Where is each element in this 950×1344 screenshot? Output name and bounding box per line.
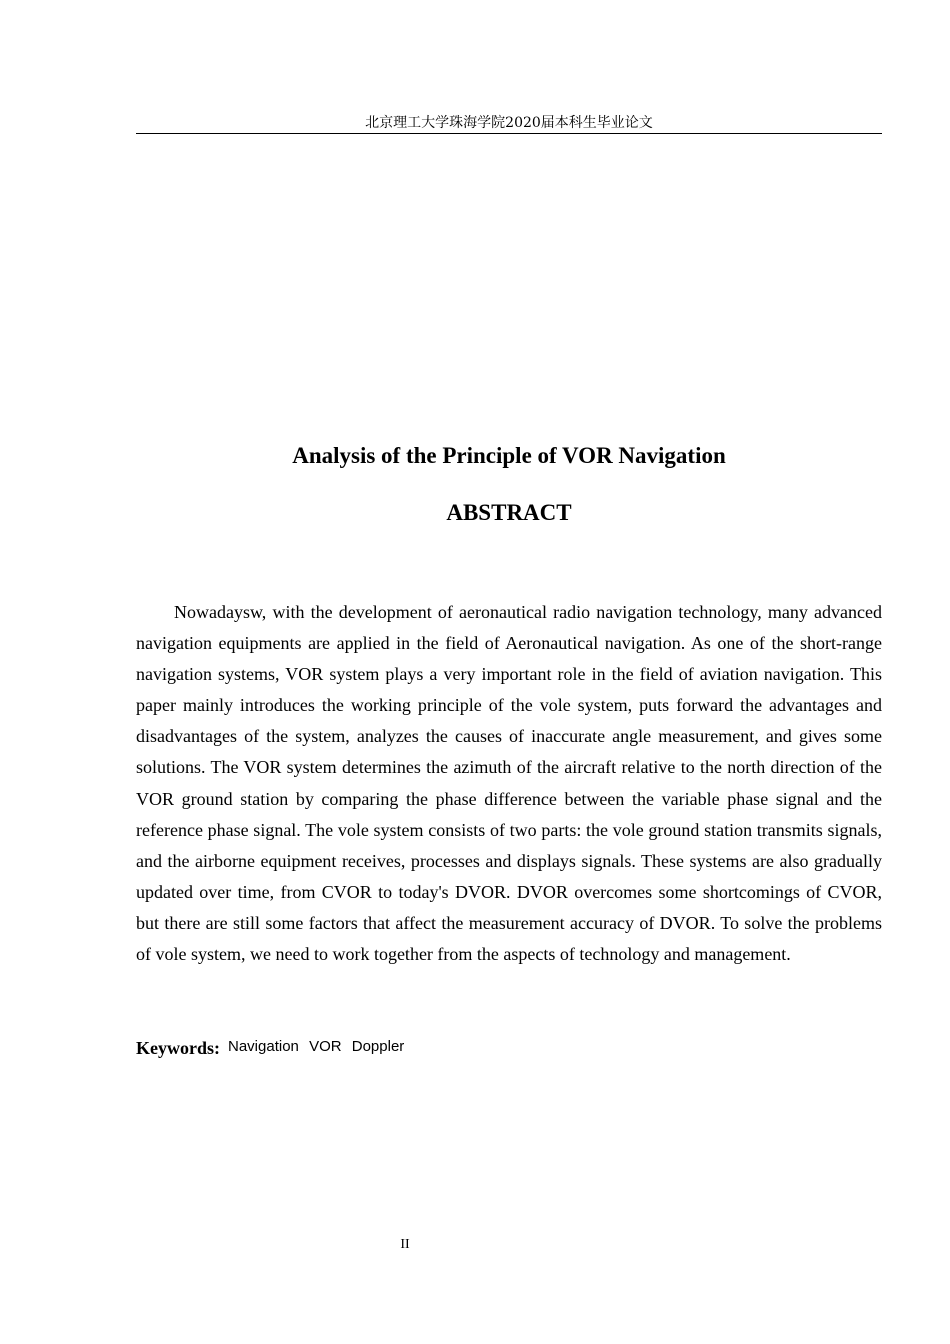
running-header: 北京理工大学珠海学院2020届本科生毕业论文: [365, 115, 653, 131]
abstract-body: Nowadaysw, with the development of aeronautical radio navigation technology, many advanced navigation equipments are applied in the field of Aeronautical navigation. As one of the short-range navigation systems, VOR system plays a very important role in the field of aviation navigation. This paper mainly introduces the working principle of the vole system, puts forward the advantages and disadvantages of the system, analyzes the causes of inaccurate angle measurement, and gives some solutions. The VOR system determines the azimuth of the aircraft relative to the north direction of the VOR ground station by comparing the phase difference between the variable phase signal and the reference phase signal. The vole system consists of two parts: the vole ground station transmits signals, and the airborne equipment receives, processes and displays signals. These systems are also gradually updated over time, from CVOR to today's DVOR. DVOR overcomes some shortcomings of CVOR, but there are still some factors that affect the measurement accuracy of DVOR. To solve the problems of vole system, we need to work together from the aspects of technology and management.: [136, 602, 882, 965]
header-rule: [136, 133, 882, 134]
paper-title: Analysis of the Principle of VOR Navigation: [292, 443, 726, 468]
keywords-label: Keywords:: [136, 1038, 220, 1058]
keyword: Doppler: [351, 1038, 405, 1055]
keywords-line: [136, 1034, 882, 1061]
page-number: II: [400, 1237, 410, 1252]
abstract-heading: ABSTRACT: [446, 500, 572, 525]
keywords-list: [228, 1038, 410, 1055]
keyword: Navigation: [228, 1038, 299, 1055]
keyword: VOR: [309, 1038, 342, 1055]
